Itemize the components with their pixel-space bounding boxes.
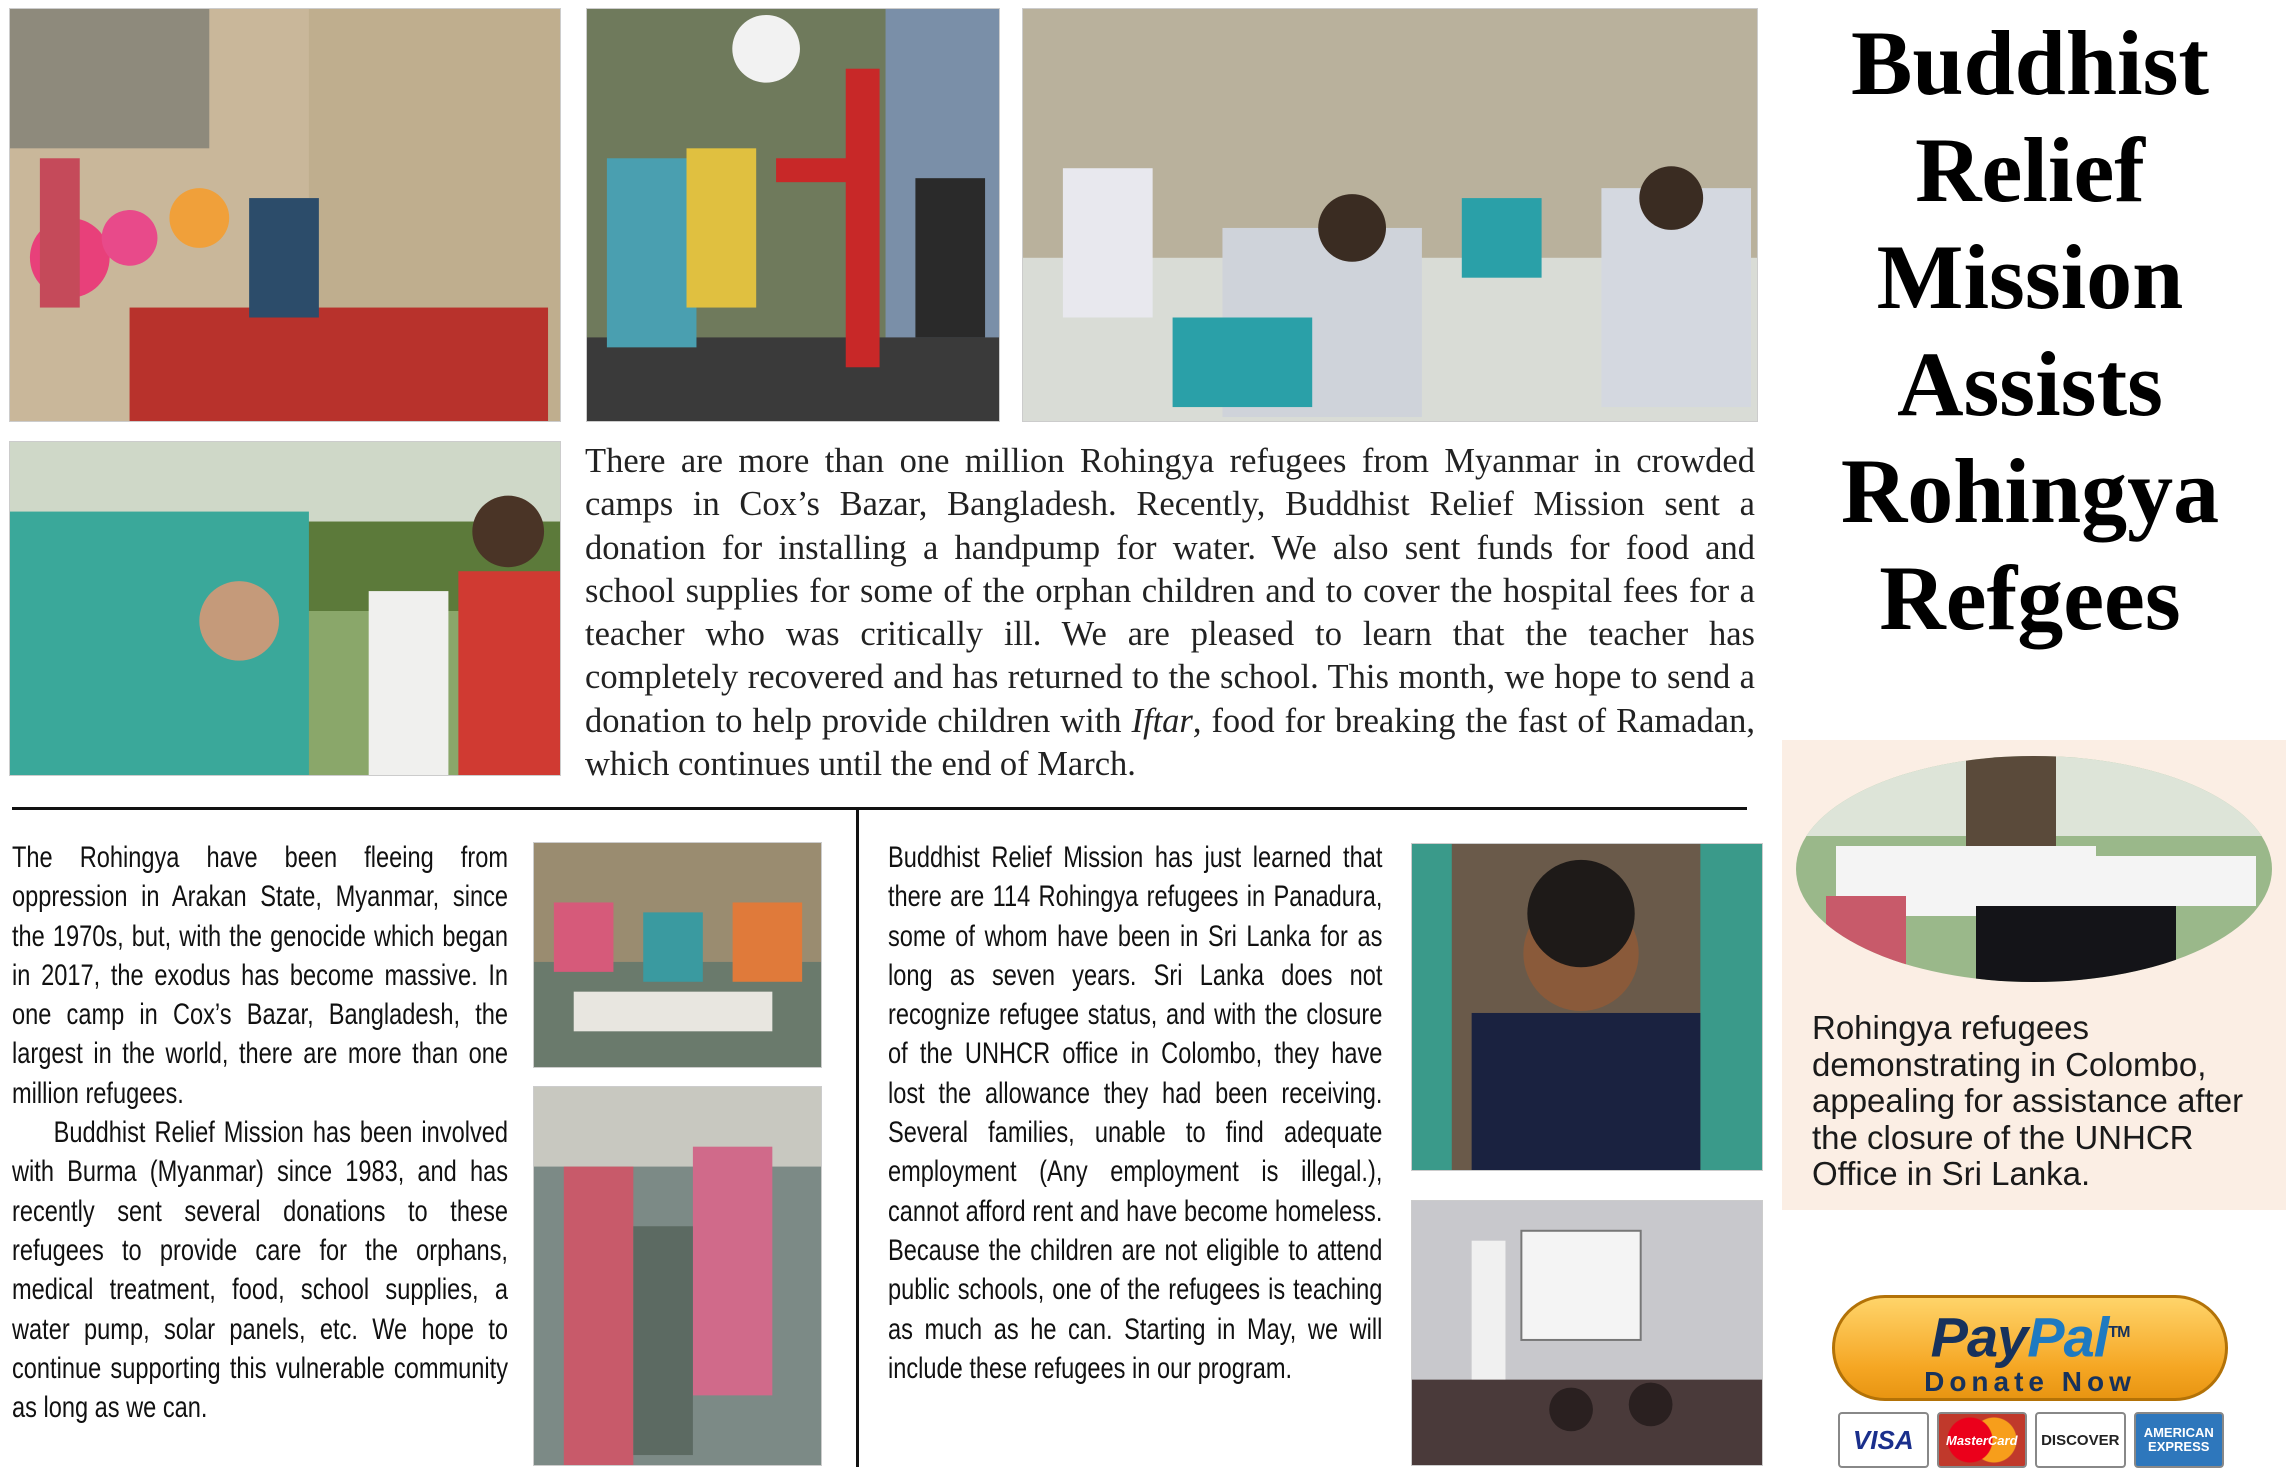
photo-young-man-portrait bbox=[1411, 843, 1763, 1171]
photo-handpump-children bbox=[586, 8, 1000, 422]
article-right-para1: Buddhist Relief Mission has just learned that there are 114 Rohingya refugees in Panadura, some of whom have been in Sri Lanka for as long as seven years. Sri Lanka does not recognize refugee status, and with the closure of the UNHCR office in Colombo, they have lost the allowance they had been receiving. Several families, unable to find adequate employment (Any employment is illegal.), cannot afford rent and have become homeless. Because the children are not eligible to attend public schools, one of the refugees is teaching as much as he can. Starting in May, we will include these refugees in our program. bbox=[888, 841, 1383, 1385]
intro-text: There are more than one million Rohingya refugees from Myanmar in crowded camps in Cox’s Bazar, Bangladesh. Recently, Buddhist Relief Mission sent a donation for installing a handpump for water. We also sent funds for food and school supplies for some of the orphan children and to cover the hospital fees for a teacher who was critically ill. We are pleased to learn that the teacher has completely recovered and has returned to the school. This month, we hope to send a donation to help provide children with bbox=[585, 442, 1755, 740]
photo-classroom-children bbox=[1022, 8, 1758, 422]
sidebar-caption: Rohingya refugees demonstrating in Colombo, appealing for assistance after the closure of the UNHCR Office in Sri Lanka. bbox=[1812, 1009, 2244, 1192]
photo-children-classroom-floor bbox=[533, 842, 822, 1068]
article-left-para1: The Rohingya have been fleeing from oppression in Arakan State, Myanmar, since the 1970s, but, with the genocide which began in 2017, the exodus has become massive. In one camp in Cox’s Bazar, Bangladesh, the largest in the world, there are more than one million refugees. bbox=[12, 841, 508, 1110]
title-line: Buddhist bbox=[1850, 12, 2210, 114]
photo-demonstration-colombo bbox=[1796, 756, 2272, 982]
intro-text-end: , food for breaking the fast of Ramadan, which continues until the end of March. bbox=[585, 701, 1755, 784]
title-line: Rohingya bbox=[1840, 440, 2220, 542]
title-line: Assists bbox=[1897, 333, 2163, 435]
photo-children-meal bbox=[533, 1086, 822, 1466]
discover-card-icon: DISCOVER bbox=[2035, 1412, 2126, 1468]
photo-refugees-queue bbox=[9, 441, 561, 776]
paypal-tm: TM bbox=[2108, 1324, 2130, 1341]
photo-children-water-camp bbox=[9, 8, 561, 422]
page-title bbox=[1775, 10, 2285, 652]
title-line: Refgees bbox=[1879, 547, 2181, 649]
title-line: Mission bbox=[1876, 226, 2184, 328]
photo-teacher-whiteboard bbox=[1411, 1200, 1763, 1466]
article-left bbox=[12, 838, 508, 1427]
payment-cards bbox=[1838, 1412, 2224, 1468]
article-right bbox=[888, 838, 1382, 1388]
paypal-logo-pay: Pay bbox=[1930, 1305, 2028, 1369]
donate-now-label: Donate Now bbox=[1924, 1365, 2136, 1397]
amex-card-icon: AMERICAN EXPRESS bbox=[2134, 1412, 2225, 1468]
article-left-para2: Buddhist Relief Mission has been involved with Burma (Myanmar) since 1983, and has recently sent several donations to these refugees to provide care for the orphans, medical treatment, food, school supplies, a water pump, solar panels, etc. We hope to continue supporting this vulnerable community as long as we can. bbox=[12, 1116, 508, 1425]
paypal-logo-pal: Pal bbox=[2027, 1305, 2109, 1369]
intro-paragraph bbox=[585, 440, 1755, 786]
paypal-donate-button[interactable] bbox=[1832, 1295, 2228, 1401]
title-line: Relief bbox=[1915, 119, 2145, 221]
visa-card-icon: VISA bbox=[1838, 1412, 1929, 1468]
mastercard-icon: MasterCard bbox=[1937, 1412, 2028, 1468]
vertical-divider bbox=[856, 807, 859, 1467]
horizontal-divider bbox=[12, 807, 1747, 810]
intro-iftar: Iftar bbox=[1131, 701, 1193, 740]
sidebar-caption-box bbox=[1782, 740, 2286, 1210]
paypal-logo bbox=[1835, 1304, 2225, 1367]
